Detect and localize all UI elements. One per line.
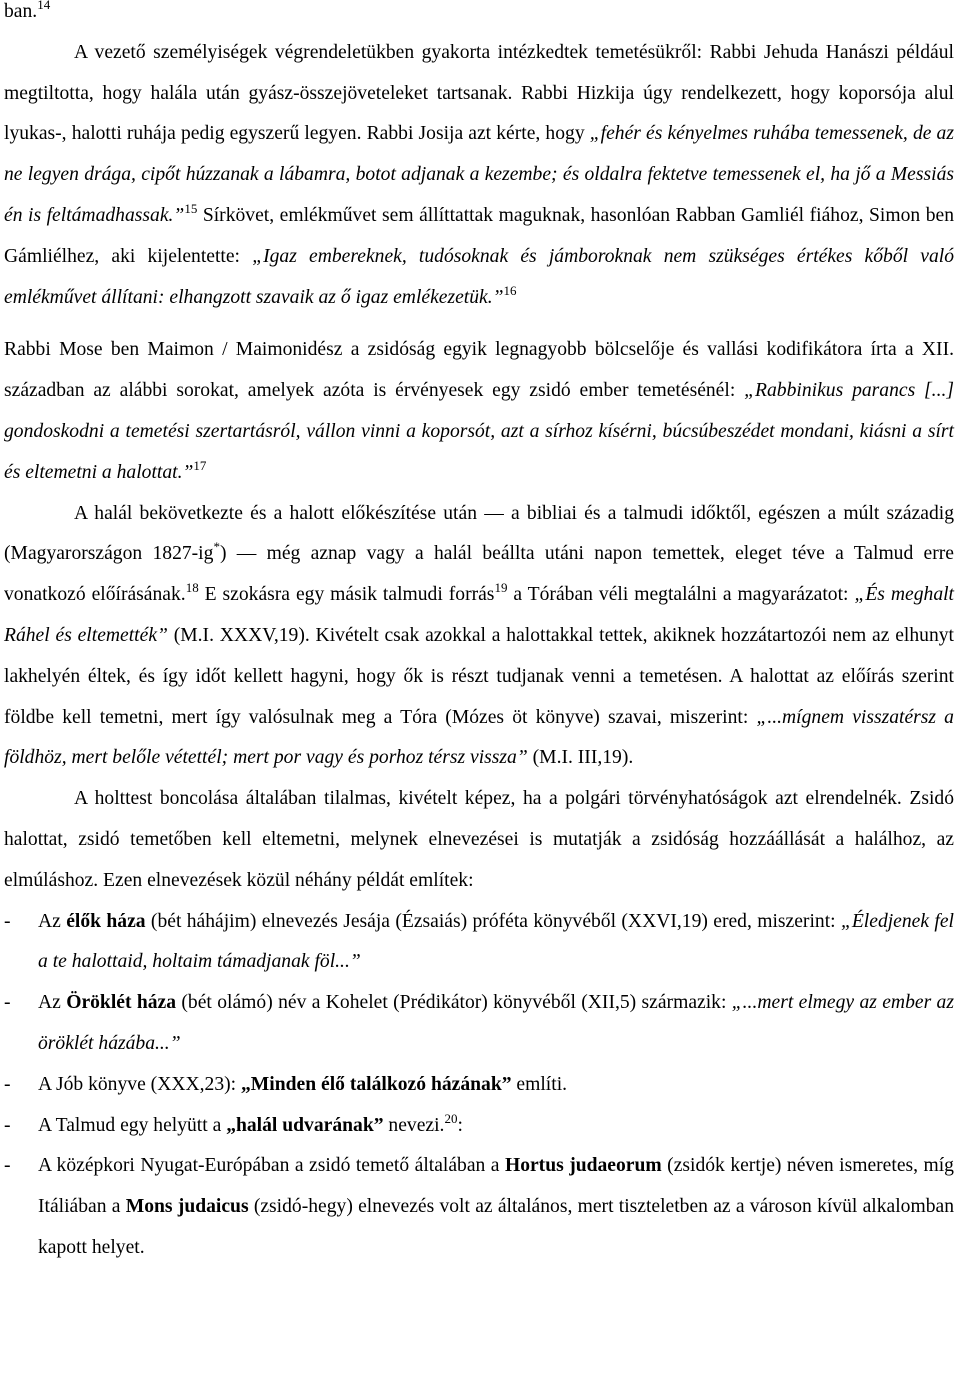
footnote-ref: 17: [193, 457, 207, 473]
text-span: A középkori Nyugat-Európában a zsidó temető általában a: [38, 1155, 505, 1177]
text-span: :: [457, 1114, 463, 1136]
bold-term: „Minden élő találkozó házának”: [241, 1073, 512, 1095]
quote-italic: „...mert elmegy az ember az öröklét házába...”: [38, 992, 954, 1054]
text-span: A holttest boncolása általában tilalmas, kivételt képez, ha a polgári törvényhatóságok azt elrendelnék. Zsidó halottat, zsidó temetőben kell eltemetni, melynek elnevezései is mutatják a zsidóság hozzáállását a halálhoz, az elmúláshoz. Ezen elnevezések közül néhány példát említek:: [4, 788, 954, 891]
footnote-ref: 15: [184, 201, 198, 217]
bold-term: Öröklét háza: [66, 992, 177, 1014]
list-item: [4, 1146, 954, 1268]
footnote-ref: 18: [185, 580, 199, 596]
text-span: a Tórában véli megtalálni a magyarázatot:: [507, 584, 855, 606]
quote-italic: „Éledjenek fel a te halottaid, holtaim támadjanak föl...”: [38, 910, 955, 973]
bold-term: Mons judaicus: [125, 1196, 249, 1218]
text-span: A Jób könyve (XXX,23):: [38, 1073, 241, 1095]
text-span: (M.I. III,19).: [527, 747, 634, 769]
list-dash: -: [4, 1073, 11, 1095]
footnote-ref: *: [213, 539, 220, 555]
paragraph-burial-timing: [4, 494, 954, 780]
paragraph-continuation: [4, 0, 954, 33]
list-item-text: [38, 902, 954, 984]
text-span: Az: [38, 910, 67, 932]
text-span: Az: [38, 992, 67, 1014]
text-span: nevezi.: [383, 1114, 445, 1136]
text-span: A Talmud egy helyütt a: [38, 1114, 227, 1136]
bold-term: Hortus judaeorum: [504, 1155, 662, 1177]
text-span: ) — még aznap vagy a halál beállta utáni napon temettek, eleget téve a Talmud erre vonatkozó előírásának.: [4, 543, 955, 606]
text-span: említi.: [511, 1073, 568, 1095]
text-span: (M.I. XXXV,19). Kivételt csak azokkal a halottakkal tettek, akiknek hozzátartozói nem az elhunyt lakhelyén éltek, és így időt kellett hagyni, hogy ők is részt tudjanak venni a temetésen. A halottat az előírás szerint földbe kell temetni, mert így valósulnak meg a Tóra (Mózes öt könyve) szavai, miszerint:: [4, 624, 954, 728]
footnote-ref: 20: [444, 1110, 458, 1126]
quote-italic: „fehér és kényelmes ruhába temessenek, de az ne legyen drága, cipőt húzzanak a lábamra, botot adjanak a kezembe; és oldalra fektetve temessenek el, ha jő a Messiás én is feltámadhassak.”: [4, 123, 954, 226]
footnote-ref: 16: [503, 282, 517, 298]
paragraph-maimonides: [4, 330, 954, 493]
list-item: [4, 1106, 954, 1147]
list-item: [4, 983, 954, 1065]
text-span: (zsidó-hegy) elnevezés volt az általános, mert tiszteletben az a városon kívül alkalomban kapott helyet.: [38, 1196, 954, 1258]
list-item-text: [38, 983, 954, 1065]
list-item-text: [38, 1065, 954, 1106]
paragraph-testaments: [4, 33, 954, 319]
text-span: (zsidók kertje) néven ismeretes, míg Itáliában a: [38, 1155, 954, 1218]
text-span: (bét olámó) név a Kohelet (Prédikátor) könyvéből (XII,5) származik:: [176, 992, 732, 1014]
text-span: ban.: [4, 1, 38, 22]
text-span: Rabbi Mose ben Maimon / Maimonidész a zsidóság egyik legnagyobb bölcselője és vallási kodifikátora írta a XII. században az alábbi sorokat, amelyek azóta is érvényesek egy zsidó ember temetésénél:: [4, 339, 954, 402]
text-span: A halál bekövetkezte és a halott előkészítése után — a bibliai és a talmudi időktől, egészen a múlt századig (Magyarországon 1827-ig: [4, 502, 954, 565]
quote-italic: „És meghalt Ráhel és eltemették”: [4, 584, 954, 646]
bold-term: „halál udvarának”: [226, 1114, 384, 1136]
text-span: E szokásra egy másik talmudi forrás: [198, 584, 495, 606]
list-item-text: [38, 1146, 954, 1268]
list-dash: -: [4, 1114, 11, 1136]
list-item: [4, 902, 954, 984]
paragraph-autopsy-names: [4, 779, 954, 901]
quote-italic: „Igaz embereknek, tudósoknak és jámboroknak nem szükséges értékes kőből való emlékművet állítani: elhangzott szavaik az ő igaz emlékezetük.”: [4, 245, 954, 308]
quote-italic: „Rabbinikus parancs [...] gondoskodni a temetési szertartásról, vállon vinni a koporsót, azt a sírhoz kísérni, búcsúbeszédet mondani, kiásni a sírt és eltemetni a halottat.”: [4, 380, 955, 483]
list-dash: -: [4, 992, 11, 1014]
text-span: A vezető személyiségek végrendeletükben gyakorta intézkedtek temetésükről: Rabbi Jehuda Hanászi például megtiltotta, hogy halála után gyász-összejöveteleket tartsanak. Rabbi Hizkija úgy rendelkezett, hogy koporsója alul lyukas-, halotti ruhája pedig egyszerű legyen. Rabbi Josija azt kérte, hogy: [4, 41, 954, 145]
text-span: Sírkövet, emlékművet sem állíttattak maguknak, hasonlóan Rabban Gamliél fiához, Simon ben Gámliélhez, aki kijelentette:: [4, 204, 954, 267]
quote-italic: „...mígnem visszatérsz a földhöz, mert belőle vétettél; mert por vagy és porhoz térsz vissza”: [4, 706, 954, 769]
list-dash: -: [4, 910, 11, 932]
bold-term: élők háza: [66, 910, 146, 932]
list-item-text: [38, 1106, 954, 1147]
text-span: (bét háhájim) elnevezés Jesája (Ézsaiás) próféta könyvéből (XXVI,19) ered, miszerint:: [145, 910, 841, 932]
footnote-ref: 14: [37, 0, 51, 13]
list-dash: -: [4, 1155, 11, 1177]
footnote-ref: 19: [494, 580, 508, 596]
list-item: [4, 1065, 954, 1106]
